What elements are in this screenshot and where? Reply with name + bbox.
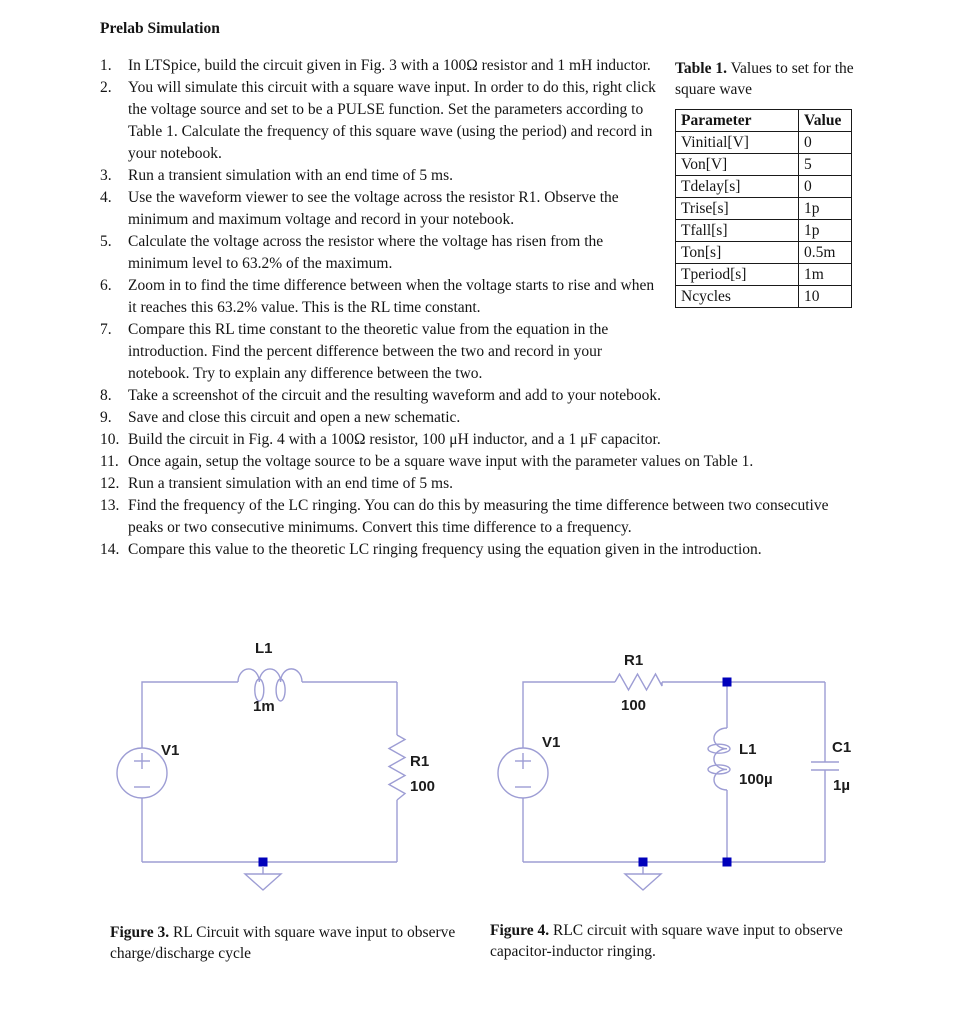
fig4-caption <box>490 920 850 963</box>
table1-header-parameter: Parameter <box>676 110 799 132</box>
instruction-item-12 <box>100 473 857 495</box>
table1-block <box>675 58 857 308</box>
instruction-text: Build the circuit in Fig. 4 with a 100Ω resistor, 100 μH inductor, and a 1 μF capacitor. <box>128 431 661 448</box>
table1-row <box>676 220 852 242</box>
instruction-number: 6. <box>100 277 112 294</box>
table1-title <box>675 58 857 100</box>
instruction-text: Compare this RL time constant to the theoretic value from the equation in the introduction. Find the percent difference between the two and record in your notebook. Try to explain any difference between the two. <box>128 321 609 382</box>
fig4-resistor <box>615 674 662 690</box>
fig4-inductor-label: L1 <box>739 741 757 758</box>
instruction-number: 10. <box>100 431 120 448</box>
instruction-number: 11. <box>100 453 119 470</box>
instruction-number: 1. <box>100 57 112 74</box>
fig3-inductor-value: 1m <box>253 698 275 715</box>
table1-row <box>676 264 852 286</box>
param-name: Ncycles <box>676 286 799 308</box>
page-title: Prelab Simulation <box>100 20 220 37</box>
fig4-caption-label: Figure 4. <box>490 921 550 939</box>
fig3-caption-label: Figure 3. <box>110 923 170 941</box>
table1-title-text: Values to set for the square wave <box>675 60 854 98</box>
table1-title-label: Table 1. <box>675 60 727 77</box>
fig4-resistor-value: 100 <box>621 697 647 714</box>
instruction-item-10 <box>100 429 857 451</box>
fig4-source-label: V1 <box>542 734 561 751</box>
fig3-inductor-label: L1 <box>255 640 273 657</box>
instruction-text: Run a transient simulation with an end time of 5 ms. <box>128 475 454 492</box>
param-name: Von[V] <box>676 154 799 176</box>
instruction-text: Once again, setup the voltage source to be a square wave input with the parameter values on Table 1. <box>128 453 754 470</box>
fig3-schematic <box>105 633 475 901</box>
fig4-wires <box>523 682 825 862</box>
instruction-item-7 <box>100 319 857 385</box>
table1 <box>675 109 852 308</box>
fig3-source-label: V1 <box>161 742 180 759</box>
fig3-voltage-source <box>117 748 167 798</box>
instruction-number: 13. <box>100 497 120 514</box>
instruction-number: 5. <box>100 233 112 250</box>
param-name: Ton[s] <box>676 242 799 264</box>
fig4-capacitor <box>811 762 839 770</box>
table1-row <box>676 154 852 176</box>
param-name: Tperiod[s] <box>676 264 799 286</box>
instruction-item-14 <box>100 539 857 561</box>
fig4-ground-node <box>639 858 648 867</box>
table1-row <box>676 176 852 198</box>
fig3-caption-text: RL Circuit with square wave input to observe charge/discharge cycle <box>110 923 456 962</box>
fig3-resistor <box>389 735 405 800</box>
instruction-text: Use the waveform viewer to see the voltage across the resistor R1. Observe the minimum and maximum voltage and record in your notebook. <box>128 189 619 228</box>
instruction-text: Take a screenshot of the circuit and the resulting waveform and add to your notebook. <box>128 387 662 404</box>
param-value: 1m <box>799 264 852 286</box>
instruction-number: 2. <box>100 79 112 96</box>
instruction-item-9 <box>100 407 857 429</box>
instruction-number: 14. <box>100 541 120 558</box>
param-value: 5 <box>799 154 852 176</box>
table1-row <box>676 242 852 264</box>
instruction-text: Save and close this circuit and open a new schematic. <box>128 409 461 426</box>
instruction-item-8 <box>100 385 857 407</box>
instruction-text: Calculate the voltage across the resistor where the voltage has risen from the minimum level to 63.2% of the maximum. <box>128 233 604 272</box>
instruction-text: In LTSpice, build the circuit given in Fig. 3 with a 100Ω resistor and 1 mH inductor. <box>128 57 651 74</box>
instruction-item-13 <box>100 495 857 539</box>
param-name: Tdelay[s] <box>676 176 799 198</box>
fig4-bottom-node <box>723 858 732 867</box>
fig3-resistor-value: 100 <box>410 778 436 795</box>
table1-row <box>676 286 852 308</box>
fig4-inductor <box>708 728 730 790</box>
fig4-resistor-label: R1 <box>624 652 644 669</box>
instruction-item-11 <box>100 451 857 473</box>
param-value: 10 <box>799 286 852 308</box>
param-value: 1p <box>799 220 852 242</box>
param-value: 0 <box>799 132 852 154</box>
fig3-caption <box>110 922 460 965</box>
param-name: Tfall[s] <box>676 220 799 242</box>
fig4-top-node <box>723 678 732 687</box>
instruction-text: Compare this value to the theoretic LC ringing frequency using the equation given in the introduction. <box>128 541 762 558</box>
param-name: Vinitial[V] <box>676 132 799 154</box>
fig4-capacitor-label: C1 <box>832 739 852 756</box>
param-name: Trise[s] <box>676 198 799 220</box>
fig4-capacitor-value: 1µ <box>833 777 850 794</box>
instruction-text: Zoom in to find the time difference between when the voltage starts to rise and when it reaches this 63.2% value. This is the RL time constant. <box>128 277 655 316</box>
fig4-schematic <box>478 633 880 901</box>
instruction-text: You will simulate this circuit with a square wave input. In order to do this, right click the voltage source and set to be a PULSE function. Set the parameters according to Table 1. Calculate the frequency of this square wave (using the period) and record in your notebook. <box>128 79 656 162</box>
fig4-inductor-value: 100µ <box>739 771 773 788</box>
param-value: 0 <box>799 176 852 198</box>
table1-row <box>676 198 852 220</box>
param-value: 0.5m <box>799 242 852 264</box>
instruction-number: 9. <box>100 409 112 426</box>
instruction-text: Run a transient simulation with an end time of 5 ms. <box>128 167 454 184</box>
instruction-number: 4. <box>100 189 112 206</box>
table1-row <box>676 132 852 154</box>
fig3-resistor-label: R1 <box>410 753 430 770</box>
fig4-voltage-source <box>498 748 548 798</box>
fig4-caption-text: RLC circuit with square wave input to observe capacitor-inductor ringing. <box>490 921 843 960</box>
instruction-number: 12. <box>100 475 120 492</box>
instruction-number: 8. <box>100 387 112 404</box>
instruction-text: Find the frequency of the LC ringing. You can do this by measuring the time difference between two consecutive peaks or two consecutive minimums. Convert this time difference to a frequency. <box>128 497 829 536</box>
fig3-inductor <box>238 669 302 701</box>
instruction-number: 7. <box>100 321 112 338</box>
instruction-number: 3. <box>100 167 112 184</box>
table1-header-value: Value <box>799 110 852 132</box>
table1-header-row <box>676 110 852 132</box>
fig3-ground-node <box>259 858 268 867</box>
param-value: 1p <box>799 198 852 220</box>
